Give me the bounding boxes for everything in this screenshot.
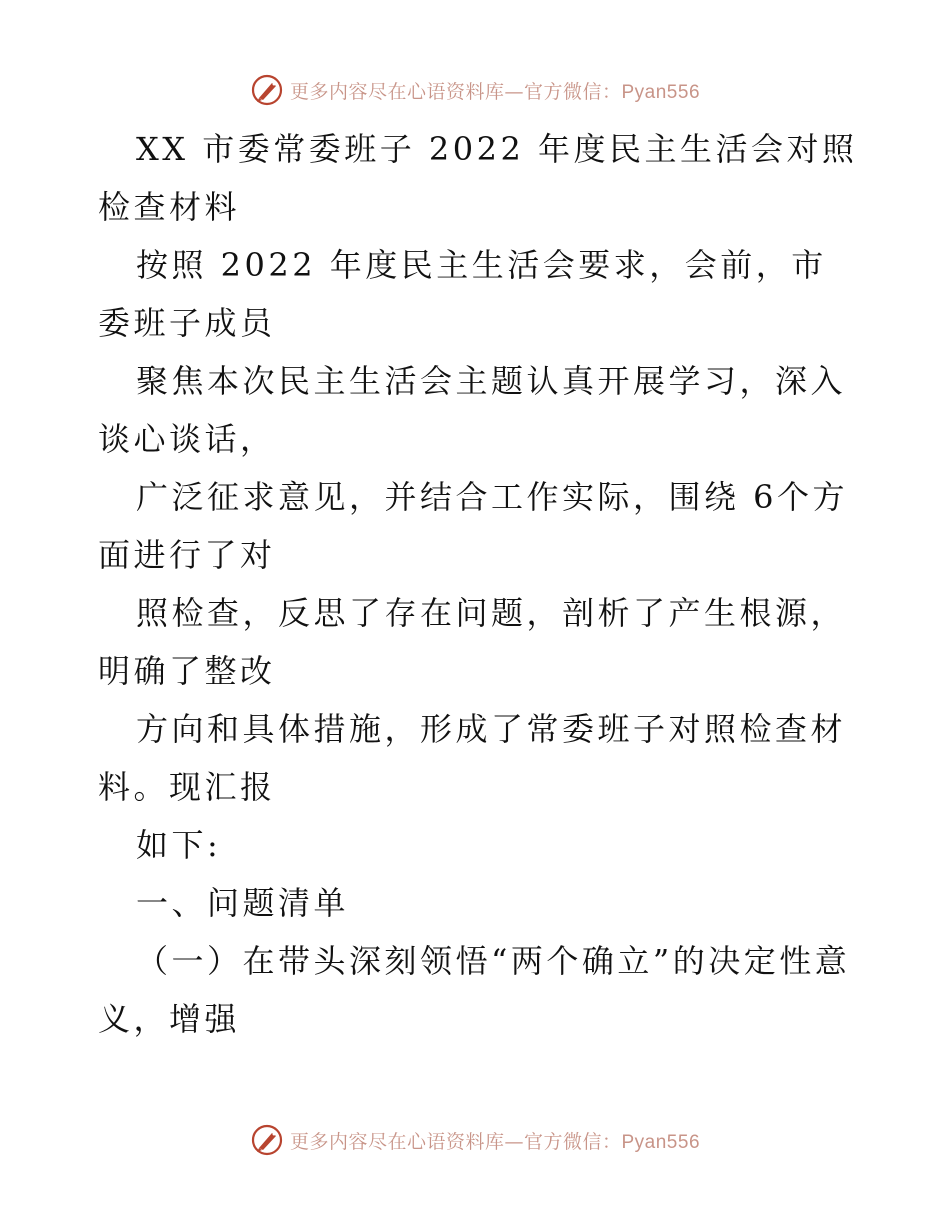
watermark-header — [0, 70, 950, 110]
document-body — [98, 120, 858, 1048]
paragraph: 方向和具体措施，形成了常委班子对照检查材料。现汇报 — [98, 710, 847, 806]
pen-nib-logo-icon — [250, 73, 284, 107]
paragraph: 广泛征求意见，并结合工作实际，围绕 6个方面进行了对 — [98, 478, 849, 574]
watermark-text: 更多内容尽在心语资料库—官方微信：Pyan556 — [289, 80, 701, 103]
watermark-wechat-id: Pyan556 — [621, 1131, 701, 1153]
paragraph: 按照 2022 年度民主生活会要求，会前，市委班子成员 — [98, 246, 827, 342]
paragraph: 照检查，反思了存在问题，剖析了产生根源，明确了整改 — [98, 594, 847, 690]
watermark-footer — [0, 1120, 950, 1160]
section-heading: 一、问题清单 — [136, 884, 350, 922]
paragraph: 如下: — [136, 826, 222, 864]
document-title: XX 市委常委班子 2022 年度民主生活会对照检查材料 — [98, 130, 858, 226]
subsection-heading: （一）在带头深刻领悟“两个确立”的决定性意义，增强 — [98, 942, 851, 1038]
watermark-text: 更多内容尽在心语资料库—官方微信：Pyan556 — [289, 1130, 701, 1153]
pen-nib-logo-icon — [250, 1123, 284, 1157]
paragraph: 聚焦本次民主生活会主题认真开展学习，深入谈心谈话， — [98, 362, 847, 458]
watermark-wechat-id: Pyan556 — [621, 81, 701, 103]
